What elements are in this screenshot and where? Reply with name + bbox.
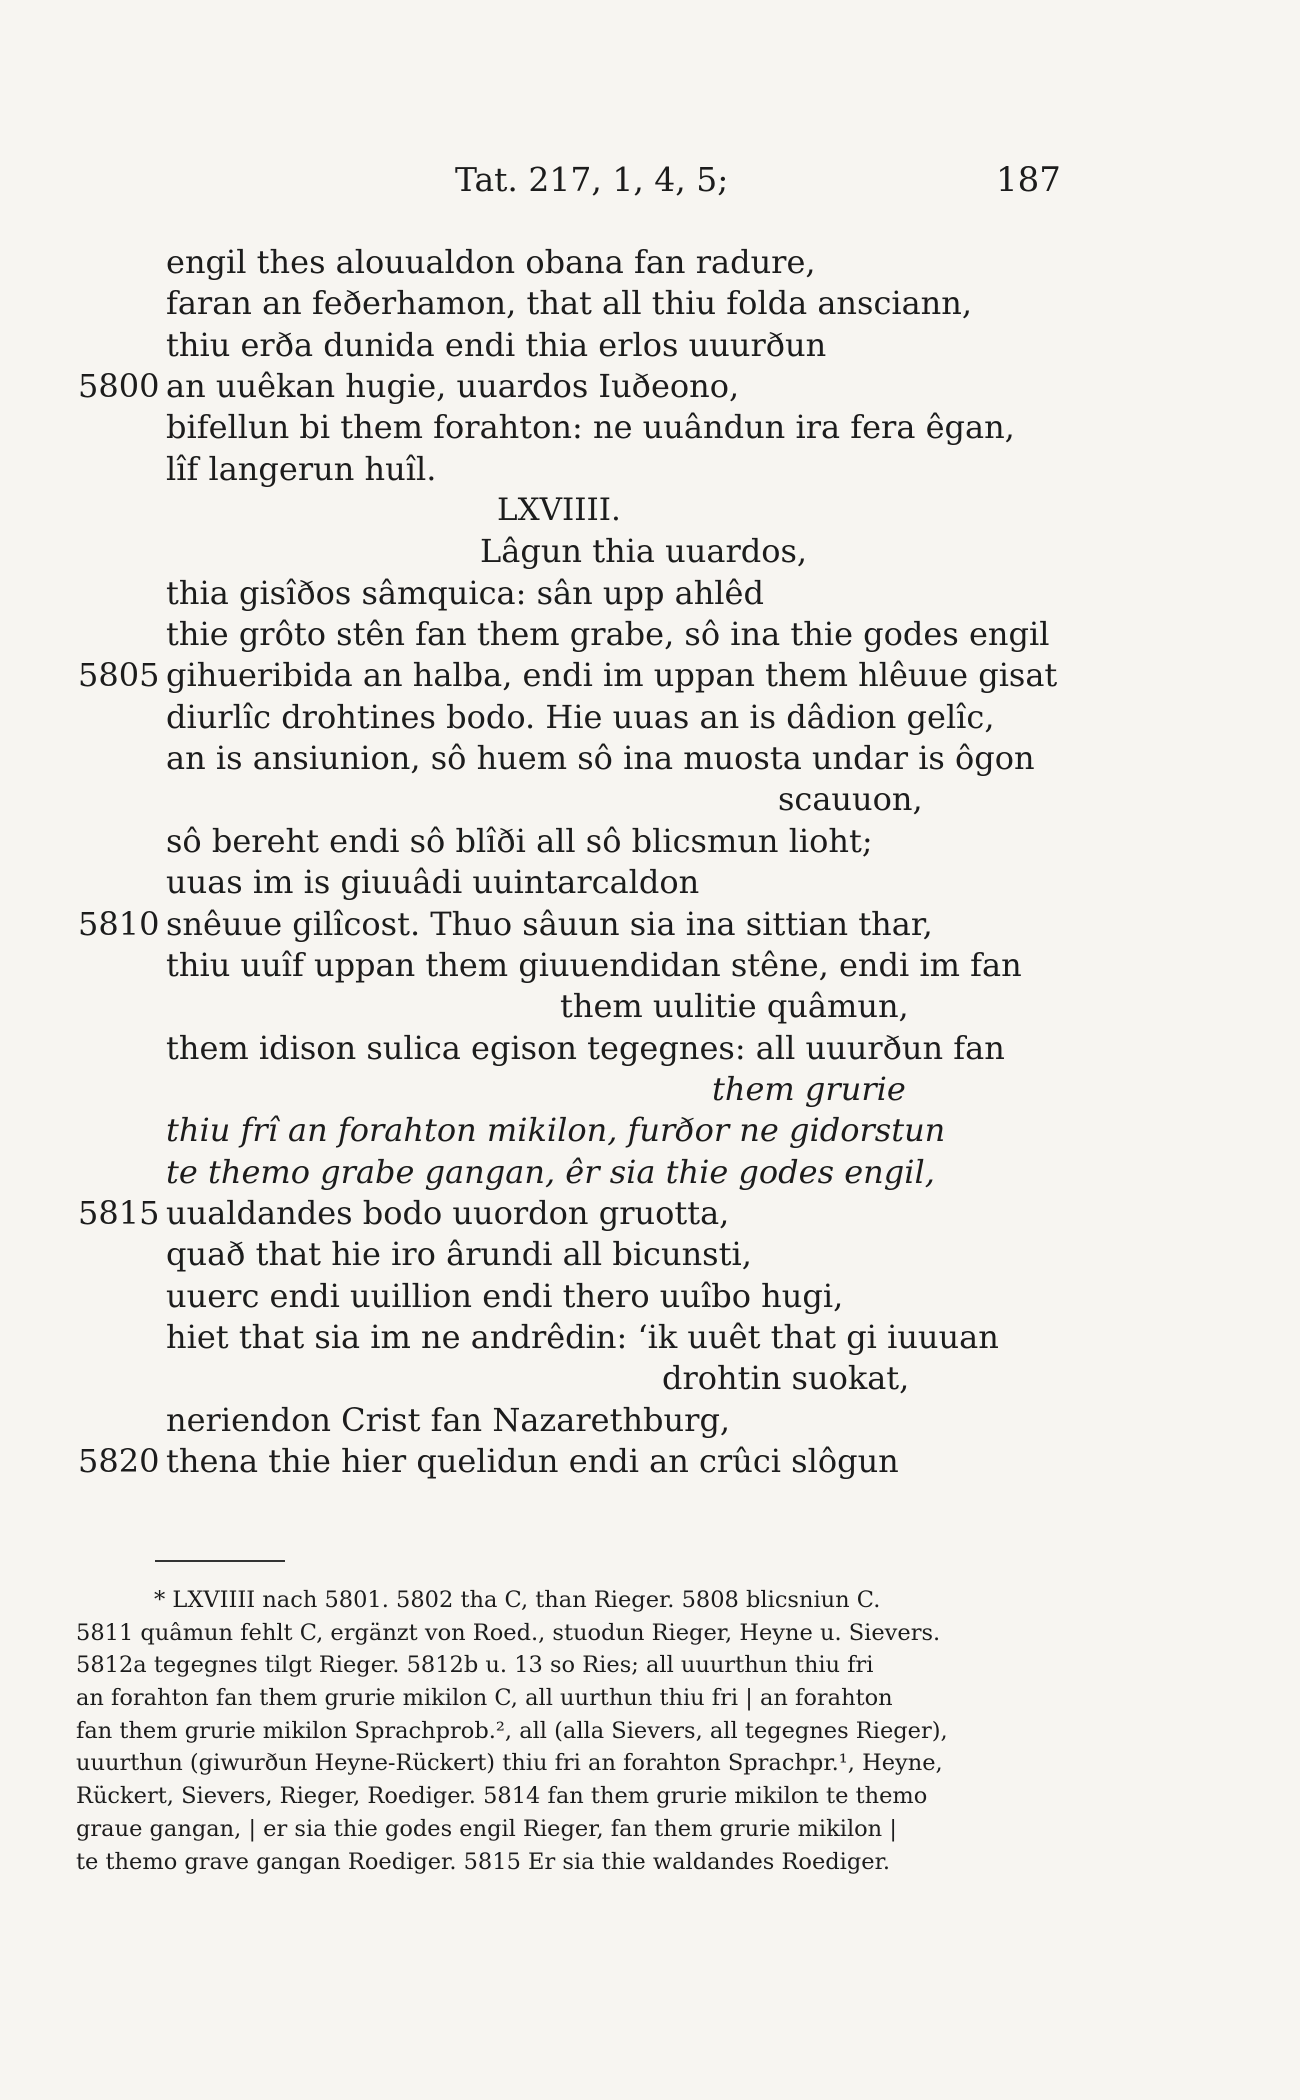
poem-text [0,242,1300,1482]
footnote-line: 5812a tegegnes tilgt Rieger. 5812b u. 13 so Ries; all uuurthun thiu fri [76,1652,874,1679]
line-text: uualdandes bodo uuordon gruotta, [166,1193,730,1232]
line-text: uuerc endi uuillion endi thero uuîbo hugi, [166,1276,844,1315]
line-text: scauuon, [778,780,923,819]
line-text: lîf langerun huîl. [166,449,437,488]
line-number: 5805 [78,656,160,695]
footnote-line: * LXVIIII nach 5801. 5802 tha C, than Rieger. 5808 blicsniun C. [154,1587,881,1613]
line-number: 5815 [78,1193,160,1232]
verse-line [0,366,1300,407]
footnotes [76,1584,1056,1878]
line-number: 5800 [78,367,160,406]
verse-line [0,1441,1300,1482]
footnote-line: graue gangan, | er sia thie godes engil Rieger, fan them grurie mikilon | [76,1815,897,1842]
line-text: engil thes alouualdon obana fan radure, [166,243,816,281]
footnote-divider [155,1560,285,1562]
section-heading: LXVIIII. [497,492,621,529]
line-text: bifellun bi them forahton: ne uuândun ira fera êgan, [166,408,1015,447]
footnote-line: 5811 quâmun fehlt C, ergänzt von Roed., stuodun Rieger, Heyne u. Sievers. [76,1619,941,1646]
verse-line [0,573,1300,614]
line-number: 5810 [78,904,160,943]
line-text: them uulitie quâmun, [560,987,909,1026]
line-text: hiet that sia im ne andrêdin: ‘ik uuêt that gi iuuuan [166,1317,999,1356]
verse-line-continuation [0,1069,1300,1110]
footnote-line: uuurthun (giwurðun Heyne-Rückert) thiu fri an forahton Sprachpr.¹, Heyne, [76,1750,943,1777]
line-text: an is ansiunion, sô huem sô ina muosta undar is ôgon [166,739,1035,778]
verse-line [0,945,1300,986]
line-text: an uuêkan hugie, uuardos Iuðeono, [166,367,740,406]
verse-line [0,1234,1300,1275]
footnote-line: Rückert, Sievers, Rieger, Roediger. 5814 fan them grurie mikilon te themo [76,1783,928,1810]
verse-line [0,1276,1300,1317]
line-number: 5820 [78,1441,160,1480]
verse-line [0,283,1300,324]
line-text: te themo grabe gangan, êr sia thie godes engil, [166,1152,935,1191]
line-text: faran an feðerhamon, that all thiu folda ansciann, [166,284,973,323]
line-text: them grurie [712,1069,906,1108]
verse-line [0,655,1300,696]
line-text: sô bereht endi sô blîði all sô blicsmun lioht; [166,821,873,860]
verse-line [0,904,1300,945]
verse-line [0,697,1300,738]
verse-line [0,738,1300,779]
line-text: thena thie hier quelidun endi an crûci slôgun [166,1441,899,1480]
verse-line [0,407,1300,448]
verse-line [0,1152,1300,1193]
running-title: Tat. 217, 1, 4, 5; [455,160,729,199]
verse-line [0,862,1300,903]
footnote-line: an forahton fan them grurie mikilon C, all uurthun thiu fri | an forahton [76,1685,893,1712]
page-number: 187 [996,160,1061,200]
verse-line [0,1400,1300,1441]
line-text: snêuue gilîcost. Thuo sâuun sia ina sittian thar, [166,904,933,943]
verse-line [0,1110,1300,1151]
verse-line [0,1317,1300,1358]
verse-line [0,614,1300,655]
line-text: thiu uuîf uppan them giuuendidan stêne, endi im fan [166,945,1022,984]
verse-line [0,325,1300,366]
line-text: uuas im is giuuâdi uuintarcaldon [166,863,700,902]
verse-line-continuation [0,986,1300,1027]
verse-line [0,242,1300,283]
line-text: thia gisîðos sâmquica: sân upp ahlêd [166,573,764,612]
line-text: quað that hie iro ârundi all bicunsti, [166,1235,752,1274]
verse-line-continuation [0,1358,1300,1399]
verse-line [0,821,1300,862]
footnote-line: te themo grave gangan Roediger. 5815 Er sia thie waldandes Roediger. [76,1848,891,1875]
page-header [0,160,1300,208]
line-text: thie grôto stên fan them grabe, sô ina thie godes engil [166,615,1050,654]
verse-line [0,449,1300,490]
line-text: neriendon Crist fan Nazarethburg, [166,1400,731,1439]
section-heading-row [0,490,1300,531]
line-text: Lâgun thia uuardos, [480,532,808,571]
line-text: thiu frî an forahton mikilon, furðor ne gidorstun [166,1111,946,1150]
line-text: them idison sulica egison tegegnes: all uuurðun fan [166,1028,1005,1067]
verse-line-continuation [0,779,1300,820]
verse-line [0,531,1300,572]
line-text: diurlîc drohtines bodo. Hie uuas an is dâdion gelîc, [166,697,995,736]
line-text: thiu erða dunida endi thia erlos uuurðun [166,325,827,364]
verse-line [0,1028,1300,1069]
footnote-line: fan them grurie mikilon Sprachprob.², all (alla Sievers, all tegegnes Rieger), [76,1717,948,1744]
line-text: gihueribida an halba, endi im uppan them hlêuue gisat [166,656,1058,695]
line-text: drohtin suokat, [662,1359,910,1398]
verse-line [0,1193,1300,1234]
